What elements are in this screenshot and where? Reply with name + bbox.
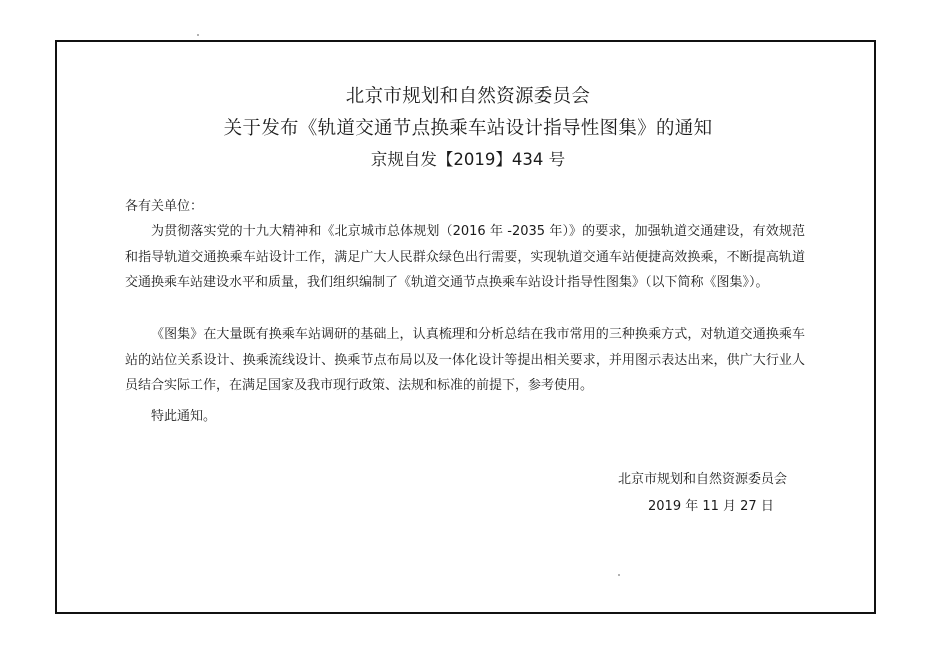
document-number: 京规自发【2019】434 号 <box>370 150 566 169</box>
signature-issuer: 北京市规划和自然资源委员会 <box>618 472 788 487</box>
salutation: 各有关单位： <box>125 199 204 214</box>
notice-title: 关于发布《轨道交通节点换乘车站设计指导性图集》的通知 <box>223 118 713 139</box>
scan-speck <box>618 574 620 576</box>
issuer-heading: 北京市规划和自然资源委员会 <box>345 86 591 107</box>
body-paragraph: 为贯彻落实党的十九大精神和《北京城市总体规划（2016 年 -2035 年）》的要求，加强轨道交通建设，有效规范和指导轨道交通换乘车站设计工作，满足广大人民群众绿色出行需要，实现轨道交通车站便捷高效换乘，不断提高轨道交通换乘车站建设水平和质量，我们组织编制了《轨道交通节点换乘车站设计指导性图集》（以下简称《图集》）。 <box>125 224 805 290</box>
signature-date: 2019 年 11 月 27 日 <box>648 499 774 514</box>
closing-line: 特此通知。 <box>151 409 217 424</box>
scan-speck <box>197 34 199 36</box>
body-paragraph: 《图集》在大量既有换乘车站调研的基础上，认真梳理和分析总结在我市常用的三种换乘方式，对轨道交通换乘车站的站位关系设计、换乘流线设计、换乘节点布局以及一体化设计等提出相关要求，并用图示表达出来，供广大行业人员结合实际工作，在满足国家及我市现行政策、法规和标准的前提下，参考使用。 <box>125 327 805 393</box>
